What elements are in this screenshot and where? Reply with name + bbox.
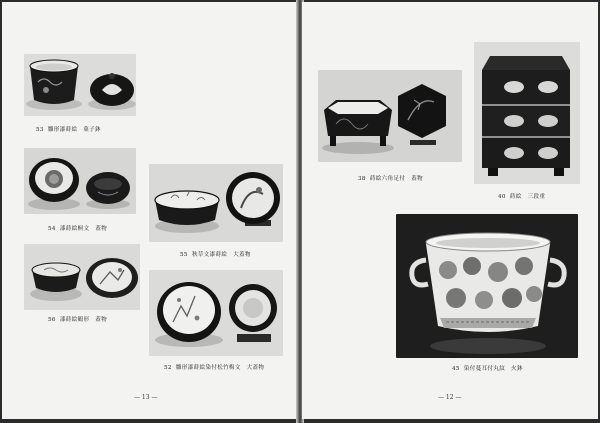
caption-plate-52: [164, 363, 264, 371]
photo-plate-40: [474, 42, 580, 184]
caption-plate-40: [498, 192, 545, 200]
plate-caption: 雛形漆蒔絵染付松竹梅文 大蓋物: [175, 365, 265, 371]
plate-caption: 漆蒔絵鶴形 蓋物: [59, 317, 108, 323]
photo-plate-52: [149, 270, 283, 356]
caption-plate-55: [180, 250, 251, 258]
plate-number: 52: [164, 365, 172, 371]
plate-number: 56: [48, 317, 56, 323]
photo-plate-56: [24, 244, 140, 310]
caption-plate-56: [48, 315, 107, 323]
caption-plate-53: [36, 125, 101, 133]
plate-caption: 漆蒔絵桐文 蓋物: [59, 226, 108, 232]
plate-number: 38: [358, 176, 366, 182]
page-number-right: — 12 —: [438, 394, 462, 401]
caption-plate-54: [48, 224, 107, 232]
photo-plate-54: [24, 148, 136, 214]
photo-plate-38: [318, 70, 462, 162]
caption-plate-38: [358, 174, 423, 182]
left-page: [2, 2, 298, 419]
plate-caption: 蒔絵六角足付 蓋物: [369, 176, 423, 182]
plate-caption: 雛形漆蒔絵 菓子鉢: [47, 127, 101, 133]
plate-number: 55: [180, 252, 188, 258]
photo-plate-55: [149, 164, 283, 242]
plate-caption: 蒔絵 三段重: [509, 194, 546, 200]
plate-caption: 染付蔓耳付丸紋 火鉢: [463, 366, 523, 372]
caption-plate-45: [452, 364, 523, 372]
page-number-left: — 13 —: [134, 394, 158, 401]
plate-number: 54: [48, 226, 56, 232]
photo-plate-45: [396, 214, 578, 358]
photo-plate-53: [24, 54, 136, 116]
plate-number: 45: [452, 366, 460, 372]
plate-number: 53: [36, 127, 44, 133]
plate-caption: 秋草文漆蒔絵 大蓋物: [191, 252, 251, 258]
right-page: [302, 2, 598, 419]
plate-number: 40: [498, 194, 506, 200]
